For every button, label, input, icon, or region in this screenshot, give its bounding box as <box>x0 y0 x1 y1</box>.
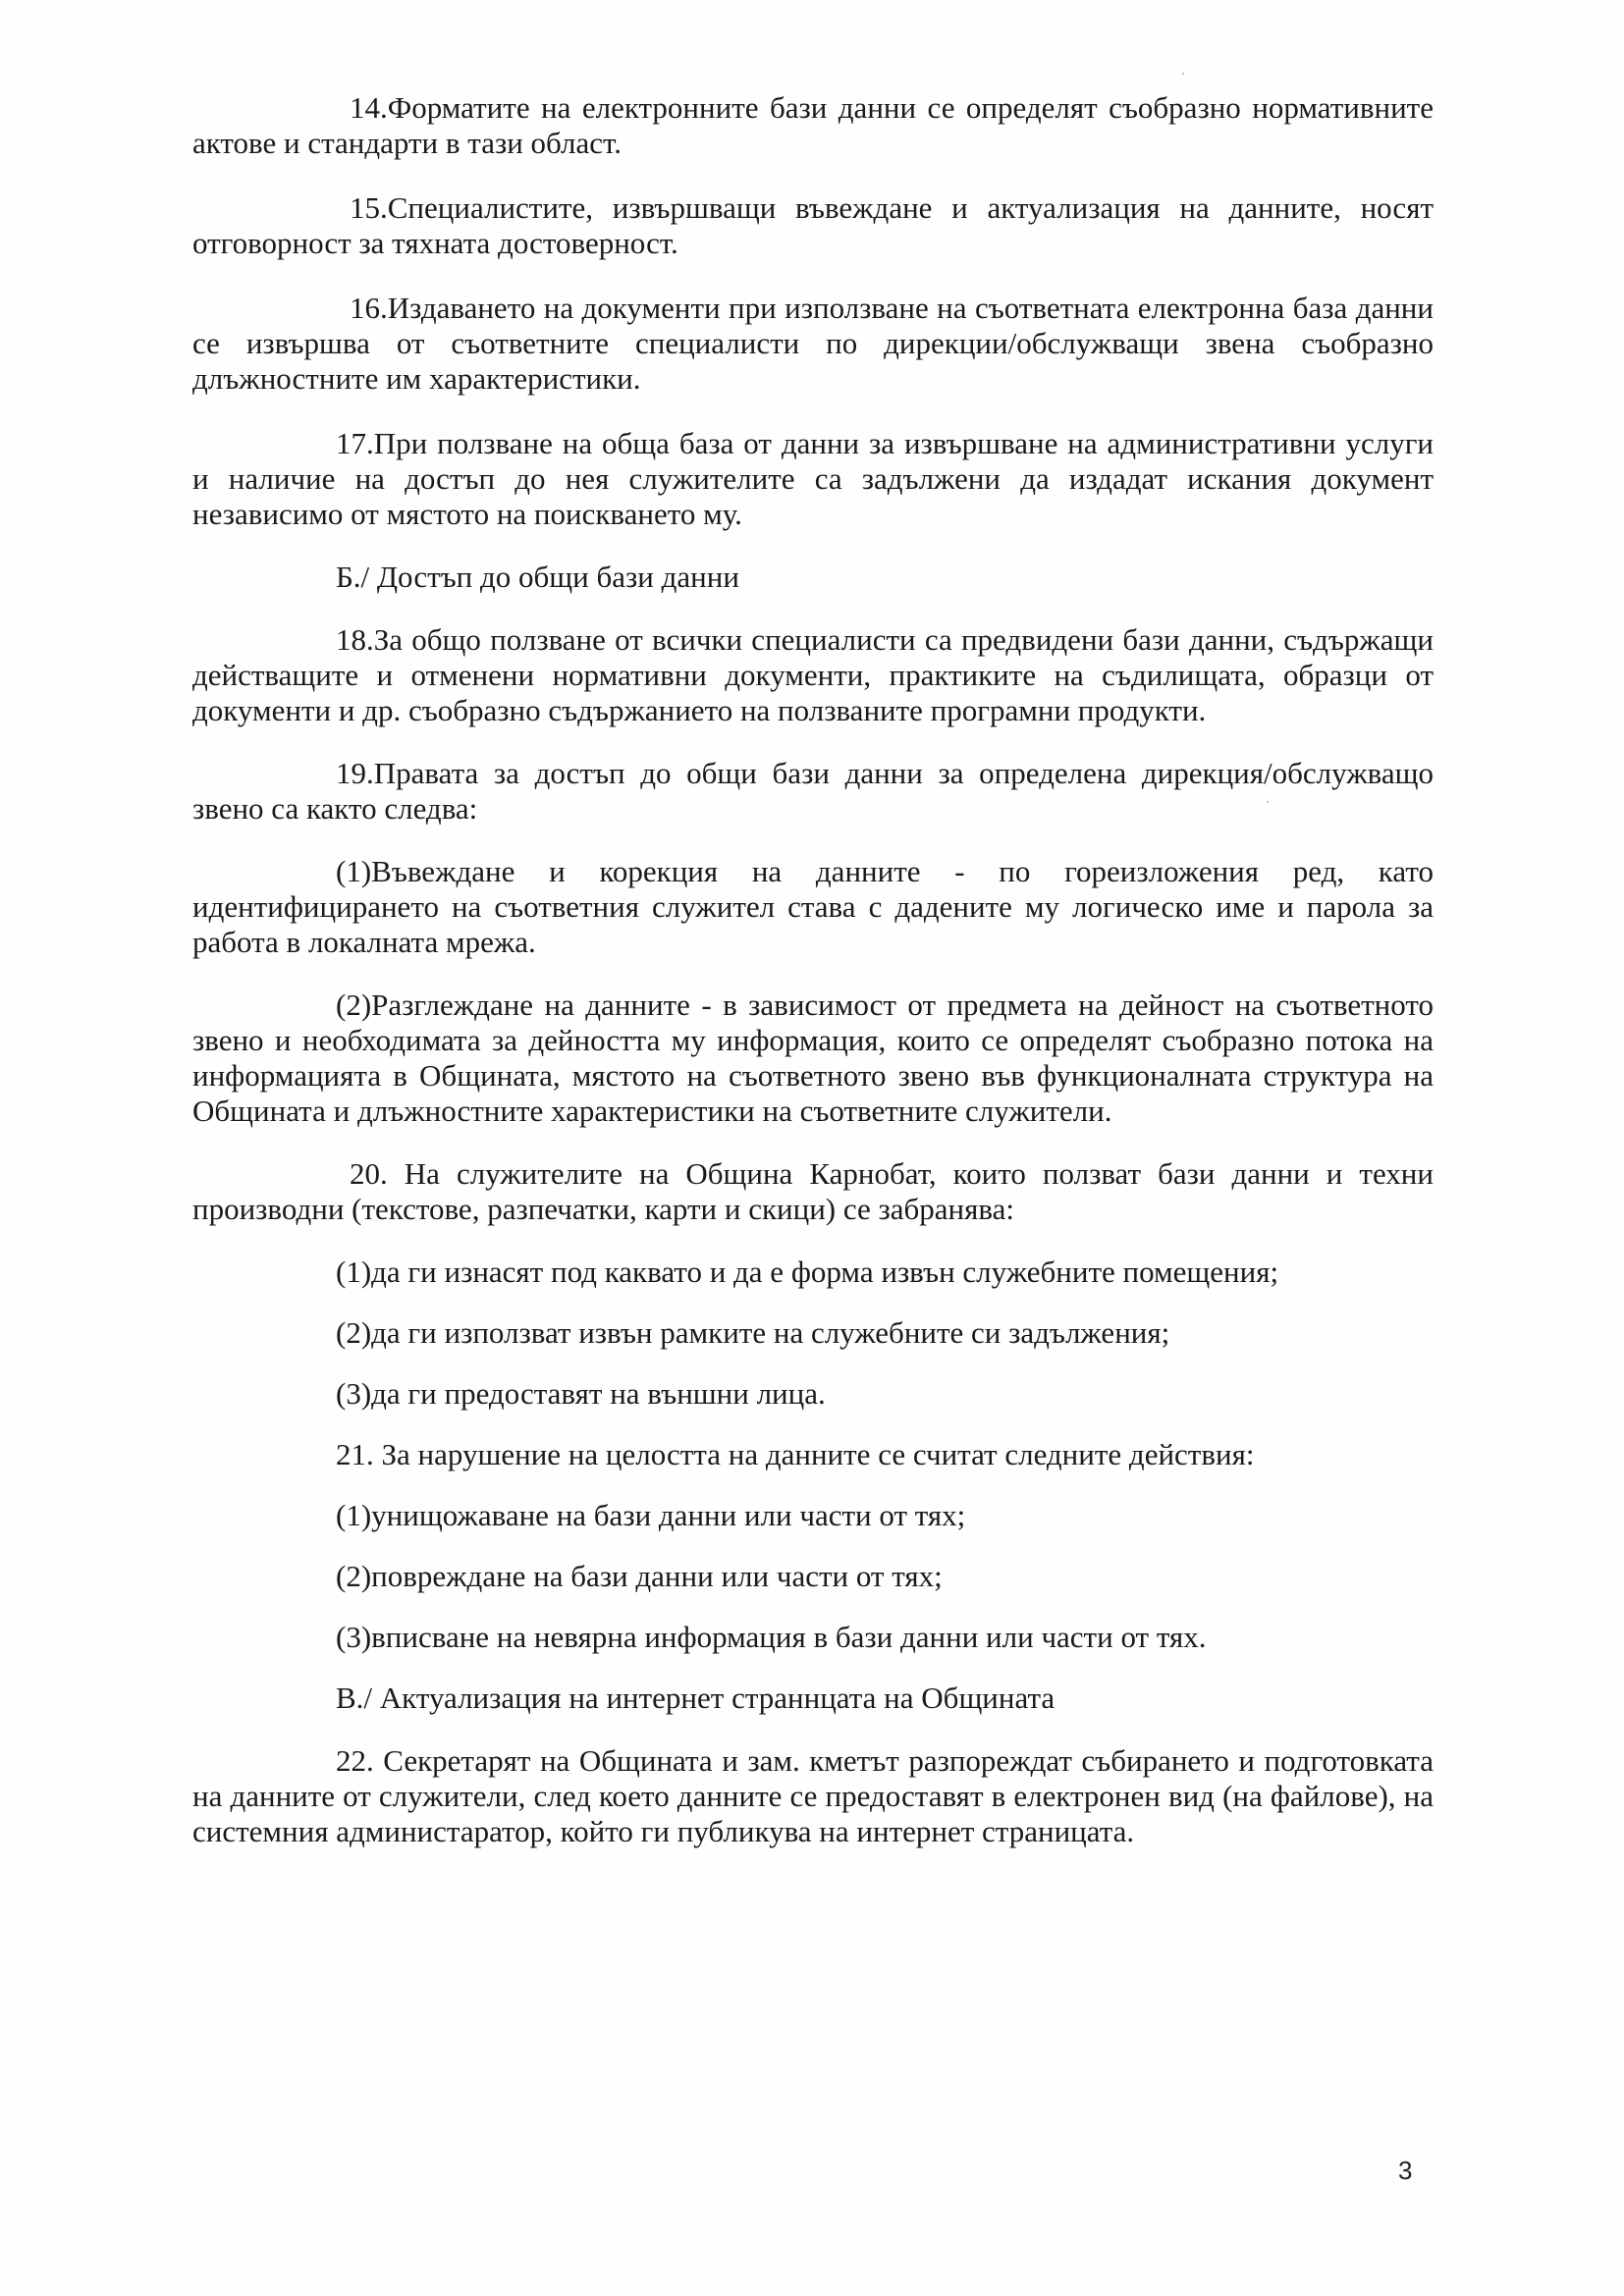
paragraph-19: 19.Правата за достъп до общи бази данни за определена дирекция/обслужващо звено са както следва: <box>192 756 1434 826</box>
paragraph-20: 20. На служителите на Община Карнобат, които ползват бази данни и техни производни (текстове, разпечатки, карти и скици) се забранява: <box>192 1156 1434 1226</box>
section-heading-b: Б./ Достъп до общи бази данни <box>336 560 739 594</box>
paragraph-19-item-2: (2)Разглеждане на данните - в зависимост от предмета на дейност на съответното звено и необходимата за дейността му информация, които се определят съобразно потока на информацията в Общината, мястото на съответното звено във функционалната структура на Общината и длъжностните характеристики на съответните служители. <box>192 988 1434 1128</box>
paragraph-19-item-1: (1)Въвеждане и корекция на данните - по гореизложения ред, като идентифицирането на съответния служител става с дадените му логическо име и парола за работа в локалната мрежа. <box>192 854 1434 959</box>
scan-speck <box>1182 73 1184 75</box>
paragraph-21-item-2: (2)повреждане на бази данни или части от тях; <box>336 1559 943 1593</box>
paragraph-18: 18.За общо ползване от всички специалисти са предвидени бази данни, съдържащи действащите и отменени нормативни документи, практиките на съдилищата, образци от документи и др. съобразно съдържанието на ползваните програмни продукти. <box>192 622 1434 727</box>
paragraph-21: 21. За нарушение на целостта на данните се считат следните действия: <box>336 1437 1255 1471</box>
section-heading-v: В./ Актуализация на интернет страннцата на Общината <box>336 1681 1056 1715</box>
paragraph-22: 22. Секретарят на Общината и зам. кметът разпореждат събирането и подготовката на данните от служители, след което данните се предоставят в електронен вид (на файлове), на системния администаратор, който ги публикува на интернет страницата. <box>192 1743 1434 1848</box>
paragraph-20-item-1: (1)да ги изнасят под каквато и да е форма извън служебните помещения; <box>336 1255 1279 1289</box>
paragraph-15: 15.Специалистите, извършващи въвеждане и актуализация на данните, носят отговорност за тяхната достоверност. <box>192 190 1434 260</box>
paragraph-21-item-1: (1)унищожаване на бази данни или части от тях; <box>336 1498 966 1532</box>
paragraph-20-item-2: (2)да ги използват извън рамките на служебните си задължения; <box>336 1315 1170 1350</box>
document-body <box>192 90 1434 1849</box>
paragraph-17: 17.При ползване на обща база от данни за извършване на административни услуги и наличие на достъп до нея служителите са задължени да издадат искания документ независимо от мястото на поискването му. <box>192 426 1434 531</box>
paragraph-16: 16.Издаването на документи при използване на съответната електронна база данни се извършва от съответните специалисти по дирекции/обслужващи звена съобразно длъжностните им характеристики. <box>192 291 1434 396</box>
paragraph-21-item-3: (3)вписване на невярна информация в бази данни или части от тях. <box>336 1620 1207 1654</box>
page-number: 3 <box>1398 2156 1413 2185</box>
paragraph-14: 14.Форматите на електронните бази данни се определят съобразно нормативните актове и стандарти в тази област. <box>192 90 1434 160</box>
paragraph-20-item-3: (3)да ги предоставят на външни лица. <box>336 1376 826 1411</box>
